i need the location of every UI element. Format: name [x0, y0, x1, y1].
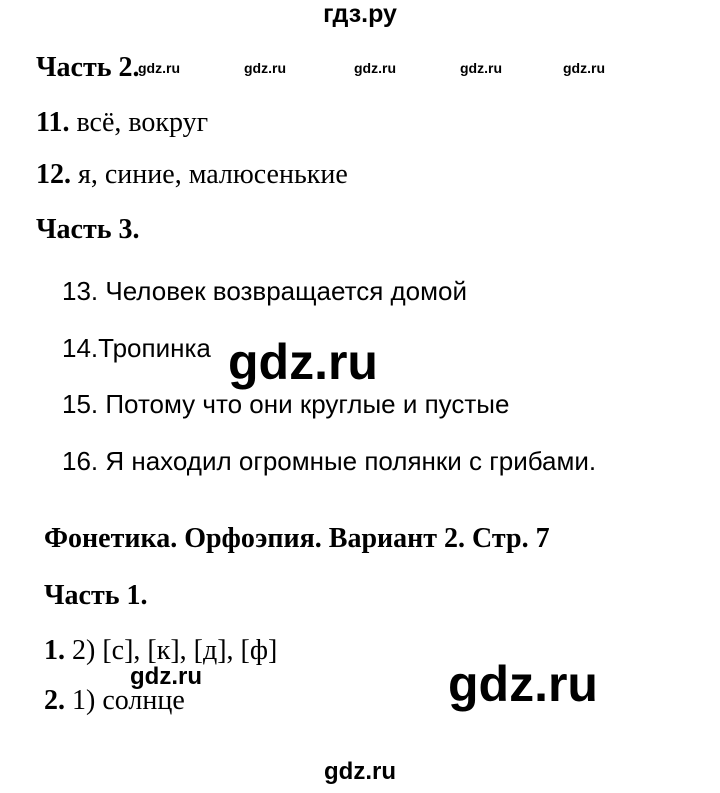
list-item	[36, 159, 348, 191]
part2-title: Часть 2.	[36, 52, 140, 83]
list-item: 16. Я находил огромные полянки с грибами.	[62, 446, 597, 476]
watermark-large: gdz.ru	[448, 656, 598, 712]
list-item: 15. Потому что они круглые и пустые	[62, 389, 510, 419]
item-number: 1.	[44, 635, 65, 666]
watermark-large: gdz.ru	[228, 334, 378, 390]
watermark: gdz.ru	[244, 60, 286, 76]
section-title: Фонетика. Орфоэпия. Вариант 2. Стр. 7	[44, 523, 550, 554]
item-number: 2.	[44, 685, 65, 716]
list-item	[36, 107, 208, 139]
list-item: 14.Тропинка	[62, 333, 211, 363]
list-item: 13. Человек возвращается домой	[62, 276, 467, 306]
watermark: gdz.ru	[563, 60, 605, 76]
watermark: gdz.ru	[460, 60, 502, 76]
footer-watermark: gdz.ru	[324, 758, 396, 785]
list-item	[44, 685, 185, 717]
item-text: 1) солнце	[72, 685, 185, 716]
item-text: я, синие, малюсенькие	[78, 159, 348, 190]
site-header: гдз.ру	[323, 0, 397, 28]
item-number: 11.	[36, 107, 70, 138]
watermark: gdz.ru	[138, 60, 180, 76]
watermark: gdz.ru	[130, 663, 202, 690]
part1-title: Часть 1.	[44, 580, 148, 611]
item-text: 2) [с], [к], [д], [ф]	[72, 635, 278, 666]
part3-title: Часть 3.	[36, 214, 140, 245]
item-number: 12.	[36, 159, 71, 190]
item-text: всё, вокруг	[76, 107, 209, 138]
watermark: gdz.ru	[354, 60, 396, 76]
